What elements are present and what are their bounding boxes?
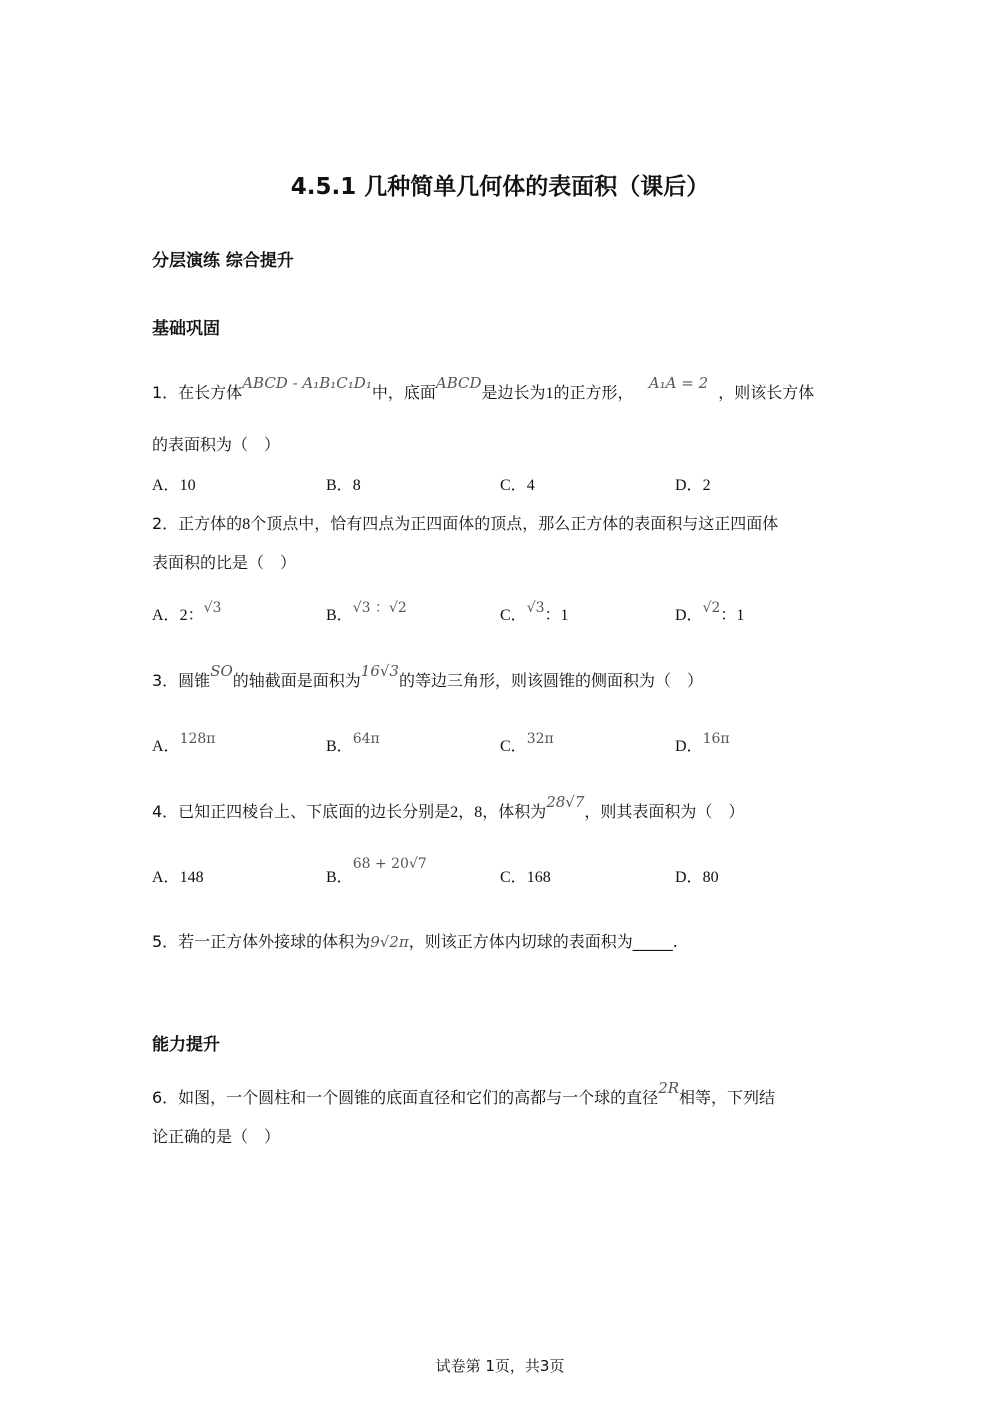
document-title: 4.5.1 几种简单几何体的表面积（课后） [290,174,710,200]
q3-option-a: A．128π [152,731,216,755]
question-6-line-1: 6．如图，一个圆柱和一个圆锥的底面直径和它们的高都与一个球的直径2R相等，下列结 [152,1079,776,1107]
q2-option-c: C．√3：1 [500,600,569,624]
question-2-line-2: 表面积的比是（ ） [152,553,297,572]
math-expression: 2R [658,1079,680,1097]
math-expression: 28√7 [546,793,585,811]
q4-option-d: D．80 [675,869,719,886]
q1-option-d: D．2 [675,477,711,494]
question-3-line-1: 3．圆锥SO的轴截面是面积为16√3的等边三角形，则该圆锥的侧面积为（ ） [152,662,703,690]
question-6-line-2: 论正确的是（ ） [152,1127,281,1146]
section-heading-main: 分层演练 综合提升 [152,251,294,271]
q3-option-b: B．64π [326,731,380,755]
q1-option-a: A．10 [152,477,196,494]
q4-option-b: B．68 + 20√7 [326,856,427,886]
q2-option-b: B．√3 ：√2 [326,600,407,624]
math-expression: 16√3 [360,662,399,680]
q3-option-c: C．32π [500,731,554,755]
math-expression: ABCD - A₁B₁C₁D₁ [242,374,372,392]
math-expression: 9√2π [370,933,409,951]
section-heading-basic: 基础巩固 [152,319,220,339]
q1-option-b: B．8 [326,477,361,494]
question-2-line-1: 2．正方体的8个顶点中，恰有四点为正四面体的顶点，那么正方体的表面积与这正四面体 [152,514,779,533]
question-5-line-1: 5．若一正方体外接球的体积为9√2π，则该正方体内切球的表面积为_____. [152,932,678,951]
q4-option-c: C．168 [500,869,551,886]
question-1-line-1: 1．在长方体ABCD - A₁B₁C₁D₁中，底面ABCD是边长为1的正方形， A₁A = 2 ，则该长方体 [152,374,815,402]
question-4-line-1: 4．已知正四棱台上、下底面的边长分别是2，8，体积为28√7，则其表面积为（ ） [152,793,745,821]
q2-option-d: D．√2：1 [675,600,745,624]
page-footer: 试卷第 1页，共3页 [435,1357,565,1375]
q2-option-a: A．2：√3 [152,600,222,624]
question-1-line-2: 的表面积为（ ） [152,435,281,454]
q4-option-a: A．148 [152,869,204,886]
math-expression: SO [210,662,233,680]
section-heading-ability: 能力提升 [152,1035,220,1055]
q3-option-d: D．16π [675,731,730,755]
math-expression: ABCD [435,374,482,392]
math-expression: A₁A = 2 [648,374,709,392]
q1-option-c: C．4 [500,477,535,494]
